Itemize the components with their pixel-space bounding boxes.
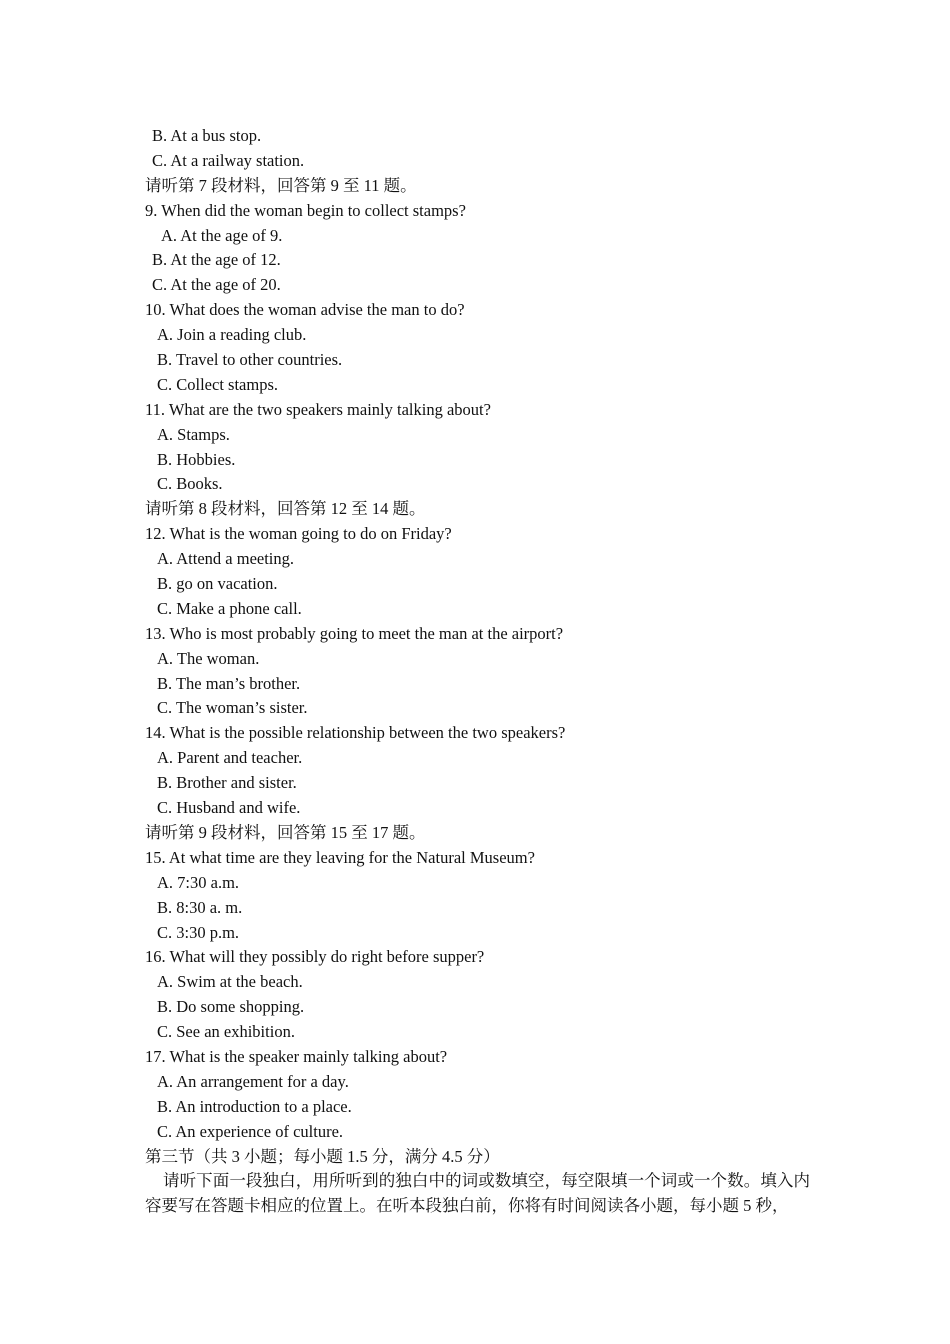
question-text: 15. At what time are they leaving for the Natural Museum? [145,847,535,867]
answer-option: B. At the age of 12. [152,250,281,270]
answer-option: C. 3:30 p.m. [157,922,240,942]
answer-option: A. Swim at the beach. [157,972,303,992]
question-list [145,124,815,1169]
answer-option: B. go on vacation. [157,574,278,594]
question-text: 9. When did the woman begin to collect stamps? [145,200,466,220]
section-heading: 请听第 9 段材料，回答第 15 至 17 题。 [145,822,426,842]
answer-option: C. The woman’s sister. [157,698,308,718]
section-heading: 请听第 7 段材料，回答第 9 至 11 题。 [145,175,417,195]
answer-option: C. Husband and wife. [157,798,301,818]
answer-option: A. Join a reading club. [157,325,307,345]
answer-option: C. At a railway station. [152,150,305,170]
answer-option: A. 7:30 a.m. [157,872,240,892]
page-content [145,124,815,1219]
answer-option: C. See an exhibition. [157,1022,295,1042]
question-text: 16. What will they possibly do right before supper? [145,947,485,967]
answer-option: B. Hobbies. [157,449,236,469]
answer-option: C. Make a phone call. [157,598,302,618]
answer-option: B. At a bus stop. [152,126,262,145]
question-text: 10. What does the woman advise the man to do? [145,300,465,320]
answer-option: B. The man’s brother. [157,673,301,693]
section-heading: 第三节（共 3 小题；每小题 1.5 分，满分 4.5 分） [145,1146,500,1166]
section-heading: 请听第 8 段材料，回答第 12 至 14 题。 [145,499,426,519]
answer-option: A. Parent and teacher. [157,748,303,768]
question-text: 12. What is the woman going to do on Friday? [145,524,452,544]
section-instructions: 请听下面一段独白，用所听到的独白中的词或数填空，每空限填一个词或一个数。填入内容要写在答题卡相应的位置上。在听本段独白前，你将有时间阅读各小题，每小题 5 秒， [145,1171,810,1216]
answer-option: B. 8:30 a. m. [157,897,243,917]
answer-option: B. Travel to other countries. [157,350,343,370]
answer-option: B. An introduction to a place. [157,1096,352,1116]
answer-option: C. Books. [157,474,223,494]
answer-option: C. Collect stamps. [157,374,278,394]
question-text: 14. What is the possible relationship between the two speakers? [145,723,566,743]
answer-option: C. At the age of 20. [152,275,281,295]
question-text: 17. What is the speaker mainly talking about? [145,1046,448,1066]
question-text: 11. What are the two speakers mainly talking about? [145,399,491,419]
answer-option: A. At the age of 9. [161,225,283,245]
answer-option: A. Stamps. [157,424,230,444]
answer-option: B. Brother and sister. [157,773,297,793]
answer-option: A. Attend a meeting. [157,549,295,569]
answer-option: C. An experience of culture. [157,1121,344,1141]
answer-option: A. The woman. [157,648,260,668]
answer-option: A. An arrangement for a day. [157,1071,349,1091]
question-text: 13. Who is most probably going to meet the man at the airport? [145,623,564,643]
answer-option: B. Do some shopping. [157,997,305,1017]
